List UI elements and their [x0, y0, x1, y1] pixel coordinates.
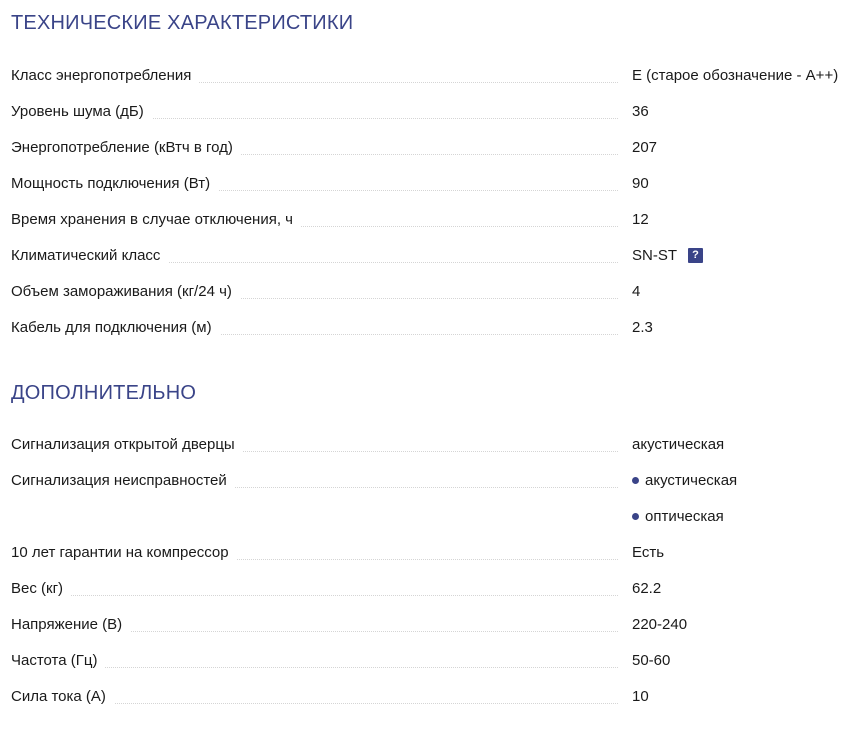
spec-row-current [11, 678, 851, 714]
spec-value [632, 472, 737, 489]
spec-label: 10 лет гарантии на компрессор [11, 544, 237, 561]
spec-row-frequency [11, 642, 851, 678]
spec-value: акустическая [632, 435, 725, 453]
spec-value: 4 [632, 282, 641, 300]
spec-row-energy-consumption [11, 129, 851, 165]
spec-row-noise [11, 93, 851, 129]
spec-value: 10 [632, 687, 649, 705]
spec-row-climate-class [11, 237, 851, 273]
spec-row-warranty [11, 534, 851, 570]
spec-value [632, 247, 703, 264]
section-title-technical: ТЕХНИЧЕСКИЕ ХАРАКТЕРИСТИКИ [11, 12, 354, 34]
spec-value-text: SN-ST [632, 246, 677, 264]
spec-value: Есть [632, 543, 665, 561]
spec-row-weight [11, 570, 851, 606]
spec-value: 2.3 [632, 318, 653, 336]
spec-row-voltage [11, 606, 851, 642]
spec-row-door-alarm [11, 426, 851, 462]
spec-value: 36 [632, 102, 649, 120]
spec-row-fault-alarm-continued [11, 498, 851, 534]
spec-row-cable [11, 309, 851, 345]
dotted-leader [11, 595, 618, 596]
spec-value: 62.2 [632, 579, 662, 597]
spec-label: Энергопотребление (кВтч в год) [11, 139, 241, 156]
spec-row-storage-time [11, 201, 851, 237]
spec-label: Сигнализация неисправностей [11, 472, 235, 489]
spec-row-fault-alarm [11, 462, 851, 498]
bullet-icon [632, 477, 639, 484]
spec-label: Климатический класс [11, 247, 168, 264]
spec-value: 207 [632, 138, 658, 156]
spec-label: Напряжение (В) [11, 616, 130, 633]
spec-value: 90 [632, 174, 649, 192]
spec-label: Мощность подключения (Вт) [11, 175, 218, 192]
spec-value: 220-240 [632, 615, 688, 633]
spec-value: E (старое обозначение - A++) [632, 66, 839, 84]
spec-value-item: оптическая [645, 507, 724, 525]
spec-row-energy-class [11, 57, 851, 93]
additional-specs-list [11, 426, 851, 714]
spec-label: Класс энергопотребления [11, 67, 199, 84]
spec-row-freezing-capacity [11, 273, 851, 309]
spec-row-power [11, 165, 851, 201]
help-icon[interactable]: ? [688, 248, 703, 263]
spec-value: 12 [632, 210, 649, 228]
spec-label: Частота (Гц) [11, 652, 105, 669]
spec-value-item: акустическая [645, 471, 738, 489]
section-title-additional: ДОПОЛНИТЕЛЬНО [11, 382, 197, 404]
bullet-icon [632, 513, 639, 520]
spec-label: Кабель для подключения (м) [11, 319, 220, 336]
spec-value [632, 508, 724, 525]
spec-label: Вес (кг) [11, 580, 71, 597]
spec-label: Объем замораживания (кг/24 ч) [11, 283, 240, 300]
spec-value: 50-60 [632, 651, 671, 669]
spec-label: Уровень шума (дБ) [11, 103, 152, 120]
spec-label: Сила тока (А) [11, 688, 114, 705]
spec-label: Время хранения в случае отключения, ч [11, 211, 301, 228]
technical-specs-list [11, 57, 851, 345]
spec-label: Сигнализация открытой дверцы [11, 436, 243, 453]
